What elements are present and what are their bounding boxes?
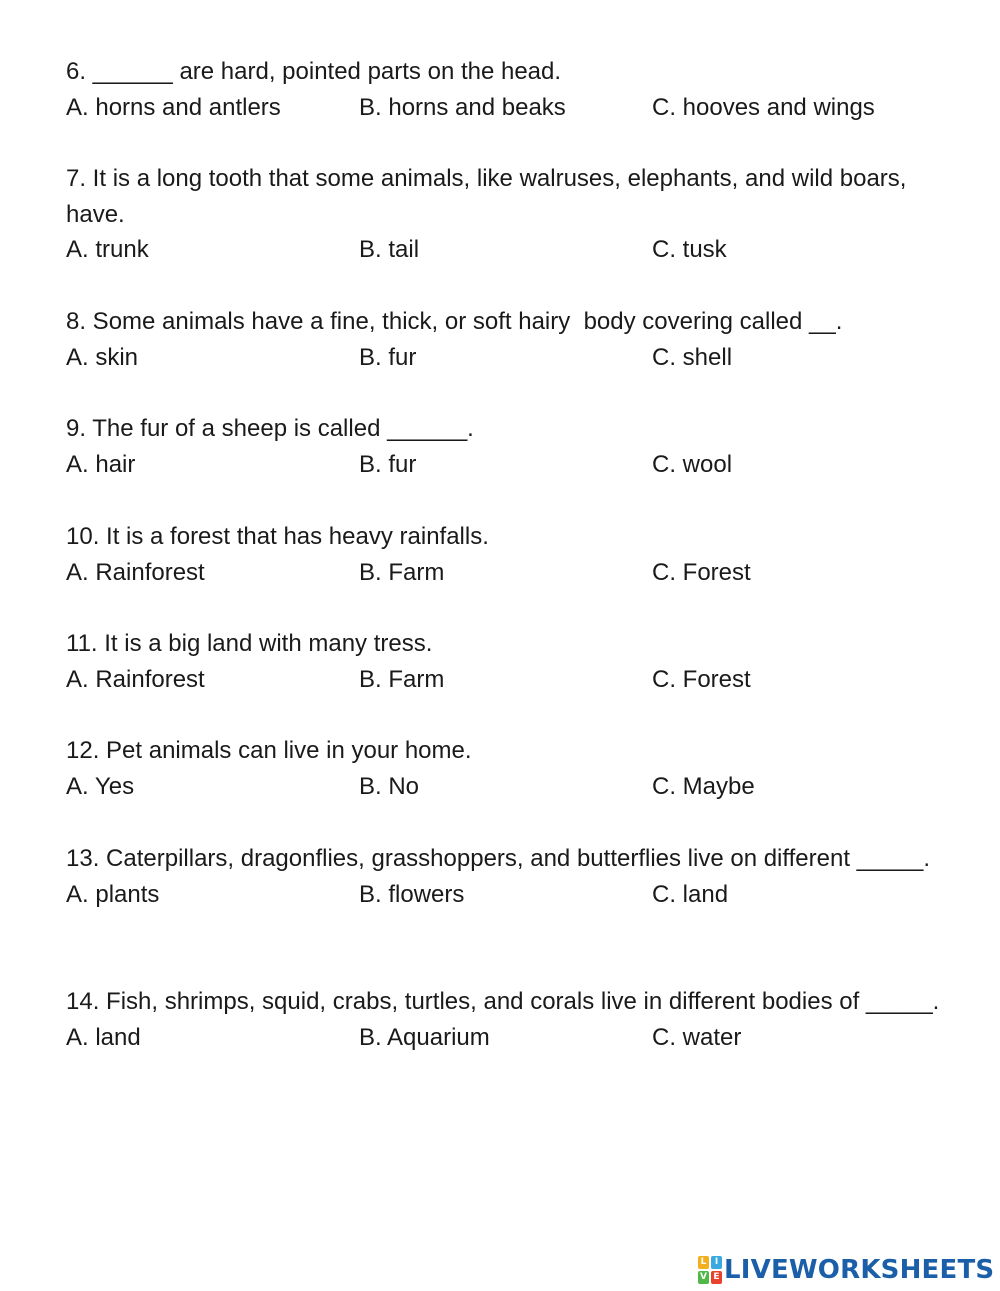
question-text: 13. Caterpillars, dragonflies, grasshoppers, and butterflies live on different _____.: [66, 845, 931, 872]
answer-options: [66, 90, 946, 126]
option-a[interactable]: A. land: [66, 1023, 141, 1051]
question-text: 6. ______ are hard, pointed parts on the head.: [66, 58, 562, 85]
question-9: [66, 411, 946, 482]
question-14: [66, 984, 946, 1055]
option-a[interactable]: A. plants: [66, 880, 160, 908]
liveworksheets-icon: [698, 1256, 722, 1284]
logo-tile-v: V: [698, 1271, 709, 1284]
answer-options: [66, 769, 946, 805]
option-c[interactable]: C. Maybe: [652, 772, 755, 800]
question-7: [66, 161, 946, 268]
question-12: [66, 733, 946, 804]
option-c[interactable]: C. water: [652, 1023, 742, 1051]
option-b[interactable]: B. tail: [359, 236, 420, 263]
option-c[interactable]: C. wool: [652, 450, 733, 478]
question-13: [66, 841, 946, 912]
question-8: [66, 304, 946, 375]
option-b[interactable]: B. fur: [359, 343, 417, 371]
question-text: 8. Some animals have a fine, thick, or soft hairy body covering called __.: [66, 308, 843, 335]
option-a[interactable]: A. hair: [66, 450, 136, 478]
question-10: [66, 519, 946, 590]
answer-options: [66, 340, 946, 376]
option-b[interactable]: B. flowers: [359, 880, 465, 908]
question-text: 12. Pet animals can live in your home.: [66, 737, 472, 764]
liveworksheets-logo: [698, 1254, 994, 1286]
option-c[interactable]: C. shell: [652, 343, 733, 371]
question-6: [66, 54, 946, 125]
option-a[interactable]: A. skin: [66, 343, 139, 371]
answer-options: [66, 662, 946, 698]
option-c[interactable]: C. Forest: [652, 558, 751, 586]
option-b[interactable]: B. Farm: [359, 558, 445, 586]
option-b[interactable]: B. fur: [359, 450, 417, 478]
answer-options: [66, 555, 946, 591]
option-a[interactable]: A. horns and antlers: [66, 93, 281, 121]
answer-options: [66, 447, 946, 483]
question-text: 14. Fish, shrimps, squid, crabs, turtles, and corals live in different bodies of _____.: [66, 988, 940, 1015]
answer-options: [66, 232, 946, 268]
logo-tile-i: I: [711, 1256, 722, 1269]
brand-name: LIVEWORKSHEETS: [724, 1255, 995, 1285]
question-text: 11. It is a big land with many tress.: [66, 630, 433, 657]
option-b[interactable]: B. No: [359, 772, 420, 800]
logo-tile-l: L: [698, 1256, 709, 1269]
question-text: 9. The fur of a sheep is called ______.: [66, 415, 474, 442]
option-a[interactable]: A. Rainforest: [66, 665, 205, 693]
option-b[interactable]: B. Aquarium: [359, 1023, 490, 1051]
option-a[interactable]: A. Rainforest: [66, 558, 205, 586]
option-c[interactable]: C. tusk: [652, 236, 727, 263]
answer-options: [66, 1020, 946, 1056]
option-a[interactable]: A. Yes: [66, 772, 135, 800]
question-text: 10. It is a forest that has heavy rainfalls.: [66, 523, 489, 550]
question-11: [66, 626, 946, 697]
logo-tile-e: E: [711, 1271, 722, 1284]
option-b[interactable]: B. horns and beaks: [359, 93, 566, 121]
question-text: 7. It is a long tooth that some animals, like walruses, elephants, and wild boars, have.: [66, 165, 914, 228]
option-a[interactable]: A. trunk: [66, 236, 149, 263]
answer-options: [66, 877, 946, 913]
option-c[interactable]: C. hooves and wings: [652, 93, 875, 121]
option-c[interactable]: C. land: [652, 880, 729, 908]
option-c[interactable]: C. Forest: [652, 665, 751, 693]
option-b[interactable]: B. Farm: [359, 665, 445, 693]
